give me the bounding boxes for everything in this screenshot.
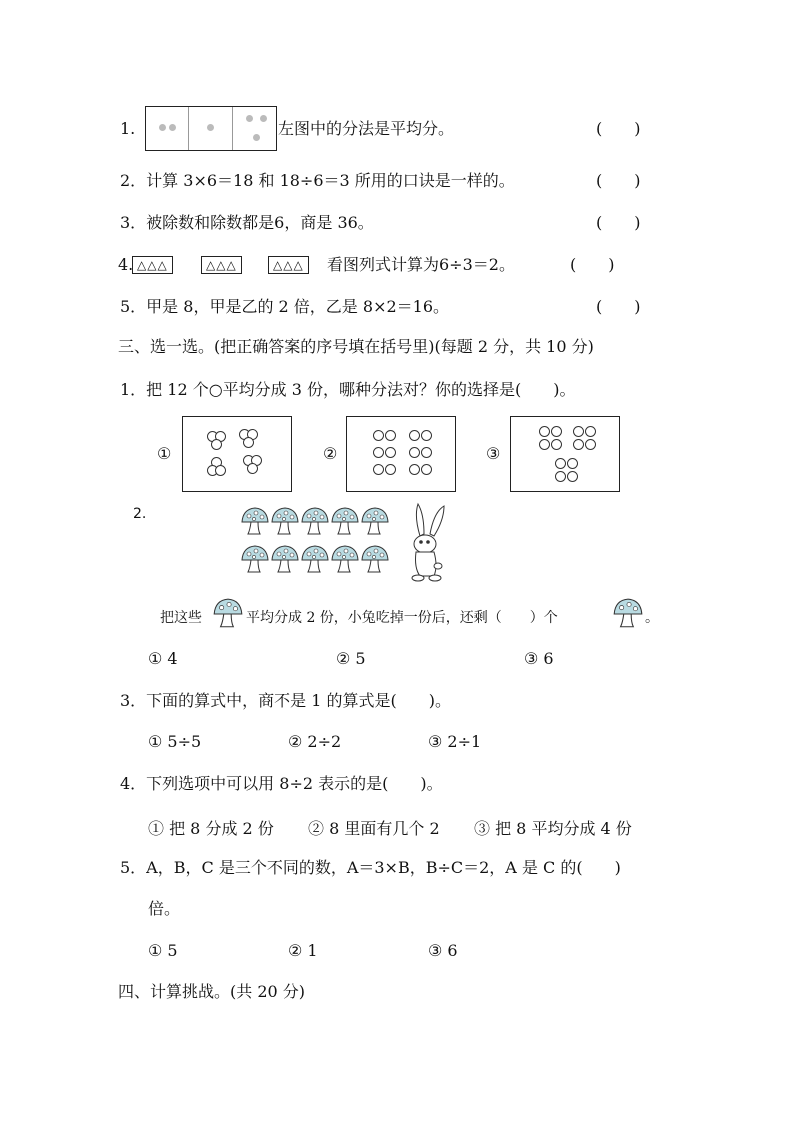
dot	[207, 124, 214, 131]
section3-title: 三、选一选。(把正确答案的序号填在括号里)(每题 2 分，共 10 分)	[118, 337, 594, 356]
answer-paren[interactable]: ( )	[596, 119, 641, 138]
dot	[159, 124, 166, 131]
circle	[373, 430, 384, 441]
option-label-1: ①	[157, 444, 172, 463]
answer-paren[interactable]: ( )	[570, 255, 615, 274]
dot	[246, 115, 253, 122]
circle	[243, 437, 254, 448]
q4-text: 看图列式计算为6÷3＝2。	[327, 255, 515, 274]
mushroom-icon	[302, 508, 328, 534]
s3-q2-option-3[interactable]: ③ 6	[524, 649, 554, 668]
answer-paren[interactable]: ( )	[596, 171, 641, 190]
triangle-group: △△△	[201, 256, 242, 274]
q3-text: 3．被除数和除数都是6，商是 36。	[120, 213, 374, 232]
dot	[253, 134, 260, 141]
option-label-2: ②	[323, 444, 338, 463]
s3-q5-option-1[interactable]: ① 5	[148, 941, 178, 960]
circle	[551, 439, 562, 450]
s3-q2-option-1[interactable]: ① 4	[148, 649, 178, 668]
section4-title: 四、计算挑战。(共 20 分)	[118, 982, 306, 1001]
circle-grouping-1[interactable]	[182, 416, 292, 492]
circle	[247, 463, 258, 474]
q4-number: 4.	[118, 255, 134, 274]
circle	[555, 471, 566, 482]
s3-q2-text-a: 把这些	[160, 610, 202, 626]
circle	[215, 465, 226, 476]
circle	[567, 471, 578, 482]
circle	[421, 430, 432, 441]
s3-q1-text: 1．把 12 个○平均分成 3 份，哪种分法对？你的选择是( )。	[120, 380, 576, 399]
circle	[539, 426, 550, 437]
answer-paren[interactable]: ( )	[596, 297, 641, 316]
q1-number: 1.	[120, 119, 136, 138]
circle	[555, 458, 566, 469]
s3-q4-option-1[interactable]: ① 把 8 分成 2 份	[148, 819, 274, 838]
mushroom-icon	[272, 546, 298, 572]
mushroom-icon	[272, 508, 298, 534]
s3-q3-text: 3．下面的算式中，商不是 1 的算式是( )。	[120, 691, 452, 710]
circle	[409, 430, 420, 441]
mushroom-icon	[362, 546, 388, 572]
circle	[573, 439, 584, 450]
mushroom-icon	[302, 546, 328, 572]
s3-q2-text-c: 。	[645, 610, 659, 626]
circle	[385, 430, 396, 441]
circle	[421, 447, 432, 458]
s3-q5-option-3[interactable]: ③ 6	[428, 941, 458, 960]
dot	[169, 124, 176, 131]
mushroom-icon	[362, 508, 388, 534]
triangle-group: △△△	[268, 256, 309, 274]
mushroom-icon	[212, 597, 244, 631]
circle-grouping-3[interactable]	[510, 416, 620, 492]
circle	[211, 439, 222, 450]
s3-q5-text: 5．A，B，C 是三个不同的数，A＝3×B，B÷C＝2，A 是 C 的( )	[120, 858, 621, 877]
mushroom-icon	[612, 597, 644, 631]
s3-q2-number: 2.	[133, 506, 147, 522]
s3-q3-option-1[interactable]: ① 5÷5	[148, 732, 202, 751]
q5-text: 5．甲是 8，甲是乙的 2 倍，乙是 8×2＝16。	[120, 297, 450, 316]
divider	[188, 107, 189, 150]
s3-q3-option-2[interactable]: ② 2÷2	[288, 732, 342, 751]
mushroom-icon	[242, 546, 268, 572]
s3-q4-option-2[interactable]: ② 8 里面有几个 2	[308, 819, 440, 838]
s3-q3-option-3[interactable]: ③ 2÷1	[428, 732, 482, 751]
circle	[385, 447, 396, 458]
answer-paren[interactable]: ( )	[596, 213, 641, 232]
circle	[409, 464, 420, 475]
s3-q5-text2: 倍。	[148, 899, 181, 918]
circle	[551, 426, 562, 437]
circle	[373, 464, 384, 475]
s3-q4-option-3[interactable]: ③ 把 8 平均分成 4 份	[474, 819, 632, 838]
q2-text: 2．计算 3×6＝18 和 18÷6＝3 所用的口诀是一样的。	[120, 171, 515, 190]
option-label-3: ③	[486, 444, 501, 463]
s3-q2-option-2[interactable]: ② 5	[336, 649, 366, 668]
circle	[421, 464, 432, 475]
circle	[409, 447, 420, 458]
circle	[373, 447, 384, 458]
mushroom-icon	[332, 546, 358, 572]
circle-grouping-2[interactable]	[346, 416, 456, 492]
split-figure	[145, 106, 277, 151]
circle	[585, 439, 596, 450]
rabbit-icon	[412, 504, 444, 581]
mushroom-icon	[332, 508, 358, 534]
circle	[385, 464, 396, 475]
circle	[539, 439, 550, 450]
triangle-group: △△△	[132, 256, 173, 274]
q1-text: 左图中的分法是平均分。	[278, 119, 455, 138]
s3-q2-text-b: 平均分成 2 份，小兔吃掉一份后，还剩（ ）个	[246, 610, 558, 626]
dot	[260, 115, 267, 122]
mushroom-icon	[242, 508, 268, 534]
circle	[573, 426, 584, 437]
circle	[567, 458, 578, 469]
s3-q5-option-2[interactable]: ② 1	[288, 941, 318, 960]
circle	[585, 426, 596, 437]
divider	[232, 107, 233, 150]
mushroom-rabbit-illustration	[238, 500, 458, 584]
s3-q4-text: 4．下列选项中可以用 8÷2 表示的是( )。	[120, 774, 443, 793]
